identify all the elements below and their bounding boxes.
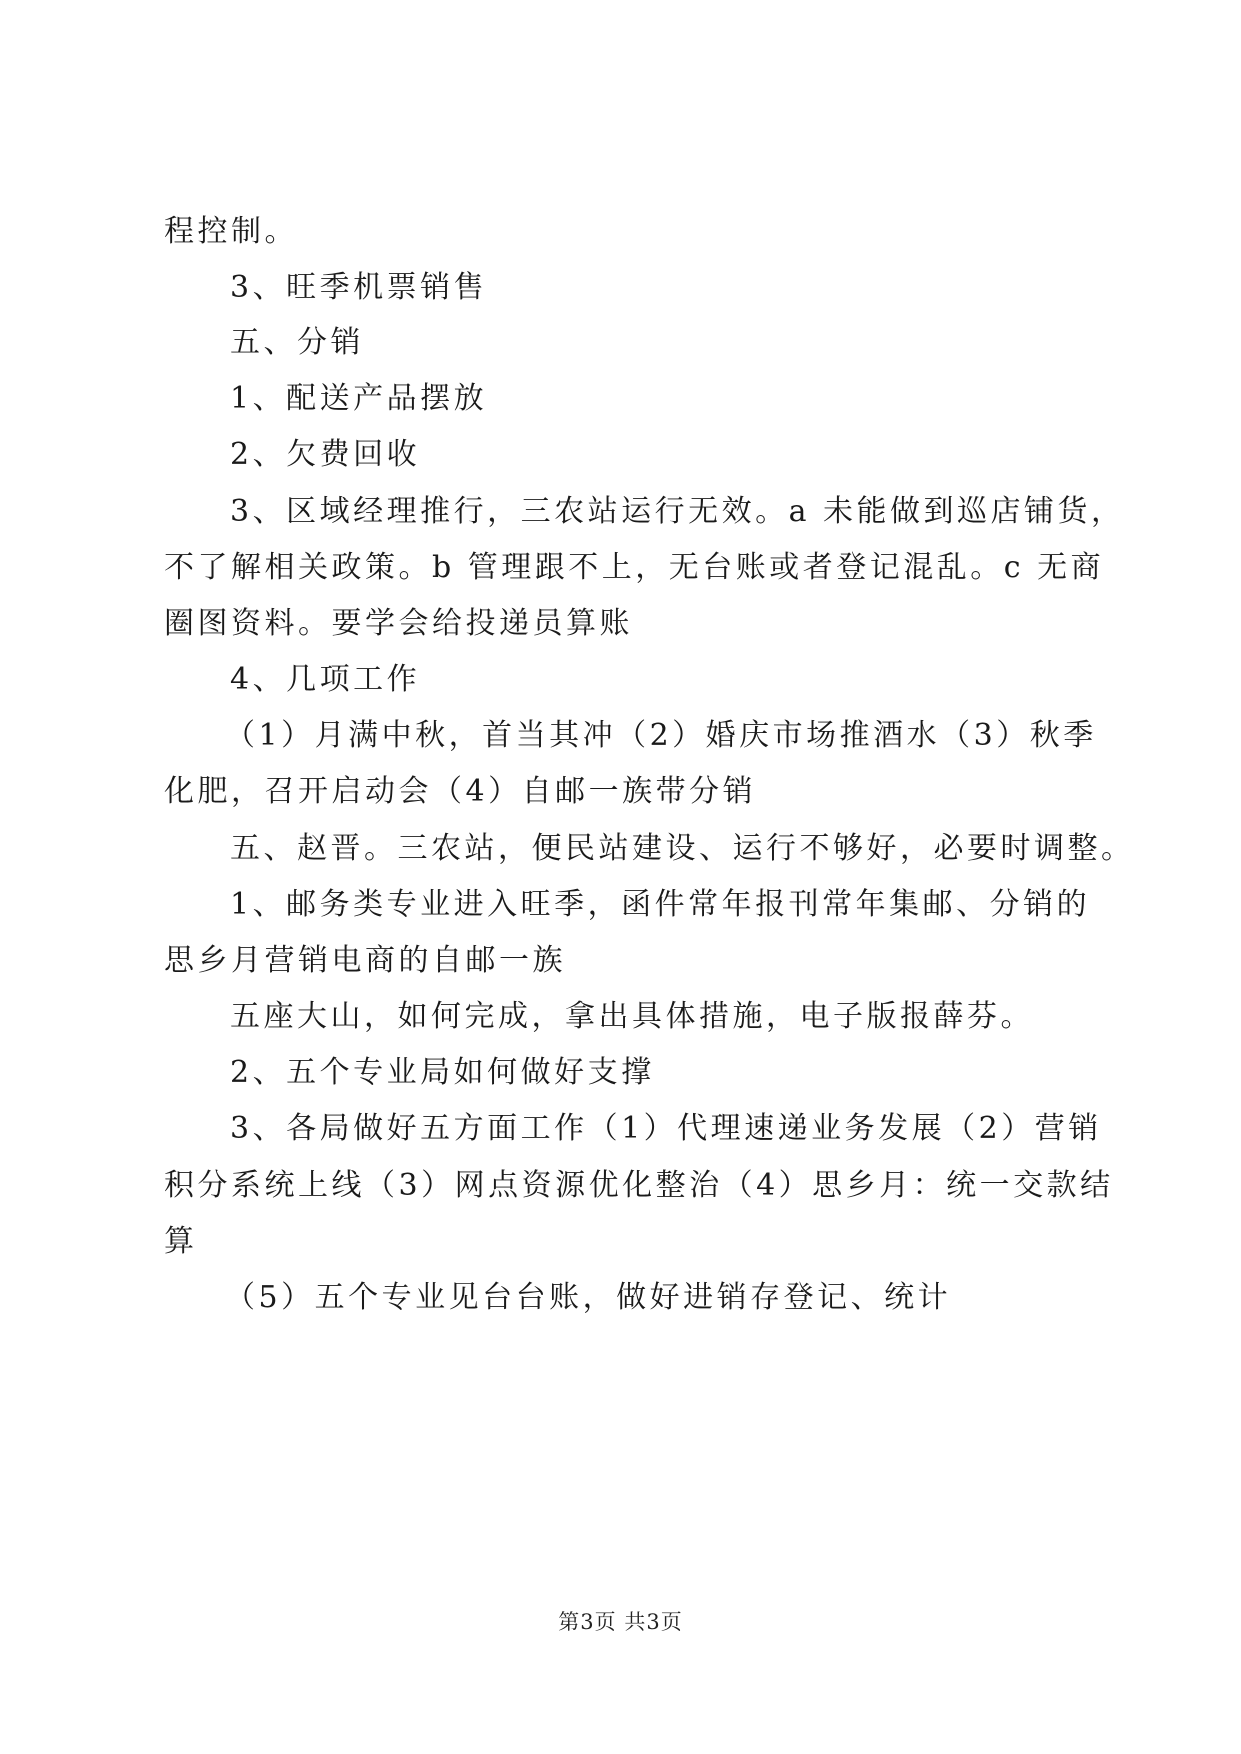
text-line: 2、五个专业局如何做好支撑 xyxy=(230,1055,655,1090)
text-line: 积分系统上线（3）网点资源优化整治（4）思乡月：统一交款结 xyxy=(164,1168,1114,1203)
page-footer: 第3页 共3页 xyxy=(558,1610,683,1634)
text-line: 3、区域经理推行，三农站运行无效。a 未能做到巡店铺货， xyxy=(230,494,1125,529)
text-line: （5）五个专业见台台账，做好进销存登记、统计 xyxy=(225,1280,952,1315)
text-line: 4、几项工作 xyxy=(230,662,421,697)
text-line: 不了解相关政策。b 管理跟不上，无台账或者登记混乱。c 无商 xyxy=(164,550,1105,585)
text-line: （1）月满中秋，首当其冲（2）婚庆市场推酒水（3）秋季 xyxy=(225,718,1097,753)
text-line: 程控制。 xyxy=(164,214,298,249)
text-line: 五座大山，如何完成，拿出具体措施，电子版报薛芬。 xyxy=(230,999,1034,1034)
text-line: 算 xyxy=(164,1224,198,1259)
text-line: 2、欠费回收 xyxy=(230,437,421,472)
text-line: 圈图资料。要学会给投递员算账 xyxy=(164,606,633,641)
section-heading: 五、分销 xyxy=(230,325,364,360)
text-line: 3、各局做好五方面工作（1）代理速递业务发展（2）营销 xyxy=(230,1111,1102,1146)
section-heading: 五、赵晋。三农站，便民站建设、运行不够好，必要时调整。 xyxy=(230,831,1135,866)
text-line: 3、旺季机票销售 xyxy=(230,270,488,305)
text-line: 思乡月营销电商的自邮一族 xyxy=(164,943,566,978)
text-line: 1、配送产品摆放 xyxy=(230,381,488,416)
text-line: 化肥，召开启动会（4）自邮一族带分销 xyxy=(164,774,757,809)
text-line: 1、邮务类专业进入旺季，函件常年报刊常年集邮、分销的 xyxy=(230,887,1091,922)
